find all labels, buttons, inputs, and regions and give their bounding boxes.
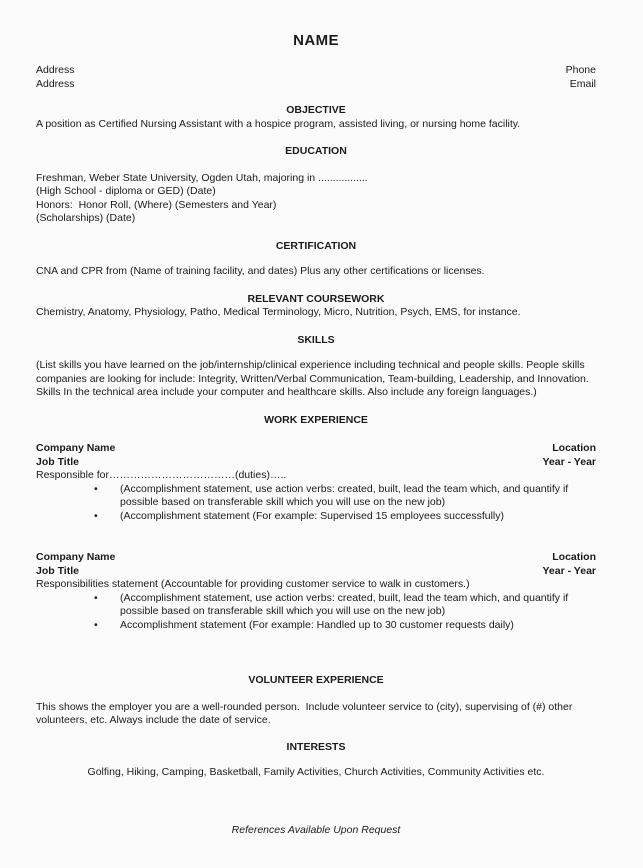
job-1-bullet-2-text: (Accomplishment statement (For example: Supervised 15 employees successfully) — [120, 509, 504, 522]
job-1-location: Location — [552, 442, 596, 454]
contact-row-2 — [36, 78, 596, 92]
job-1-company-row — [36, 442, 596, 456]
work-experience-heading: WORK EXPERIENCE — [264, 413, 368, 426]
job-2-title-row — [36, 565, 596, 579]
coursework-heading: RELEVANT COURSEWORK — [247, 292, 385, 305]
interests-text: Golfing, Hiking, Camping, Basketball, Family Activities, Church Activities, Community Activities etc. — [87, 766, 545, 778]
education-line: (High School - diploma or GED) (Date) — [36, 185, 216, 197]
education-line: Honors: Honor Roll, (Where) (Semesters and Year) — [36, 198, 277, 211]
contact-row-1 — [36, 64, 596, 78]
objective-text: A position as Certified Nursing Assistant with a hospice program, assisted living, or nursing home facility. — [36, 117, 521, 130]
job-2-title: Job Title — [36, 564, 79, 577]
job-1-bullet-1 — [36, 483, 596, 510]
job-1-bullet-2 — [36, 510, 596, 524]
coursework-text: Chemistry, Anatomy, Physiology, Patho, Medical Terminology, Micro, Nutrition, Psych, EMS, for instance. — [36, 306, 521, 318]
phone-label: Phone — [565, 64, 596, 76]
job-1-title: Job Title — [36, 455, 79, 468]
certification-text: CNA and CPR from (Name of training facility, and dates) Plus any other certifications or licenses. — [36, 265, 485, 277]
volunteer-heading: VOLUNTEER EXPERIENCE — [248, 674, 384, 686]
job-2-company-row — [36, 551, 596, 565]
job-1-summary: Responsible for………………………………(duties)….. — [36, 469, 287, 481]
job-2-bullet-1 — [36, 592, 596, 619]
volunteer-text: This shows the employer you are a well-rounded person. Include volunteer service to (city), supervising of (#) other volunteers, etc. Always include the date of service. — [36, 700, 576, 726]
job-2-bullet-2-text: Accomplishment statement (For example: Handled up to 30 customer requests daily) — [120, 618, 514, 631]
skills-heading: SKILLS — [297, 333, 335, 346]
bullet-icon: • — [94, 591, 98, 604]
job-entry-1 — [36, 442, 596, 523]
education-lines — [36, 172, 596, 226]
education-heading: EDUCATION — [285, 145, 347, 157]
bullet-icon: • — [94, 618, 98, 631]
job-2-bullet-2 — [36, 619, 596, 633]
job-2-bullet-1-text: (Accomplishment statement, use action verbs: created, built, lead the team which, and quantify if possible based on transferable skill which you will use on the new job) — [120, 591, 572, 617]
interests-heading: INTERESTS — [286, 740, 346, 753]
certification-heading: CERTIFICATION — [275, 239, 357, 252]
address-line-2: Address — [36, 77, 75, 90]
job-2-years: Year - Year — [542, 564, 596, 577]
job-1-bullet-1-text: (Accomplishment statement, use action verbs: created, built, lead the team which, and quantify if possible based on transferable skill which you will use on the new job) — [120, 482, 572, 508]
skills-text: (List skills you have learned on the job/internship/clinical experience including technical and people skills. People skills companies are looking for include: Integrity, Written/Verbal Communication, Team-building, Leadership, and Innovation. Skills In the technical area include your computer and healthcare skills. Also include any foreign languages.) — [36, 359, 592, 398]
job-1-company: Company Name — [36, 442, 116, 454]
job-entry-2 — [36, 551, 596, 632]
bullet-icon: • — [94, 482, 98, 495]
job-2-summary: Responsibilities statement (Accountable for providing customer service to walk in customers.) — [36, 578, 470, 590]
contact-block — [36, 64, 596, 91]
references-note: References Available Upon Request — [231, 823, 401, 836]
job-1-years: Year - Year — [542, 455, 596, 468]
resume-name-title: NAME — [293, 32, 339, 49]
objective-heading: OBJECTIVE — [286, 104, 346, 116]
job-2-location: Location — [552, 551, 596, 563]
bullet-icon: • — [94, 509, 98, 522]
job-2-company: Company Name — [36, 551, 116, 563]
address-line-1: Address — [36, 64, 75, 76]
email-label: Email — [569, 77, 596, 90]
education-line: (Scholarships) (Date) — [36, 212, 136, 224]
education-line: Freshman, Weber State University, Ogden Utah, majoring in ................. — [36, 171, 368, 184]
job-1-title-row — [36, 456, 596, 470]
